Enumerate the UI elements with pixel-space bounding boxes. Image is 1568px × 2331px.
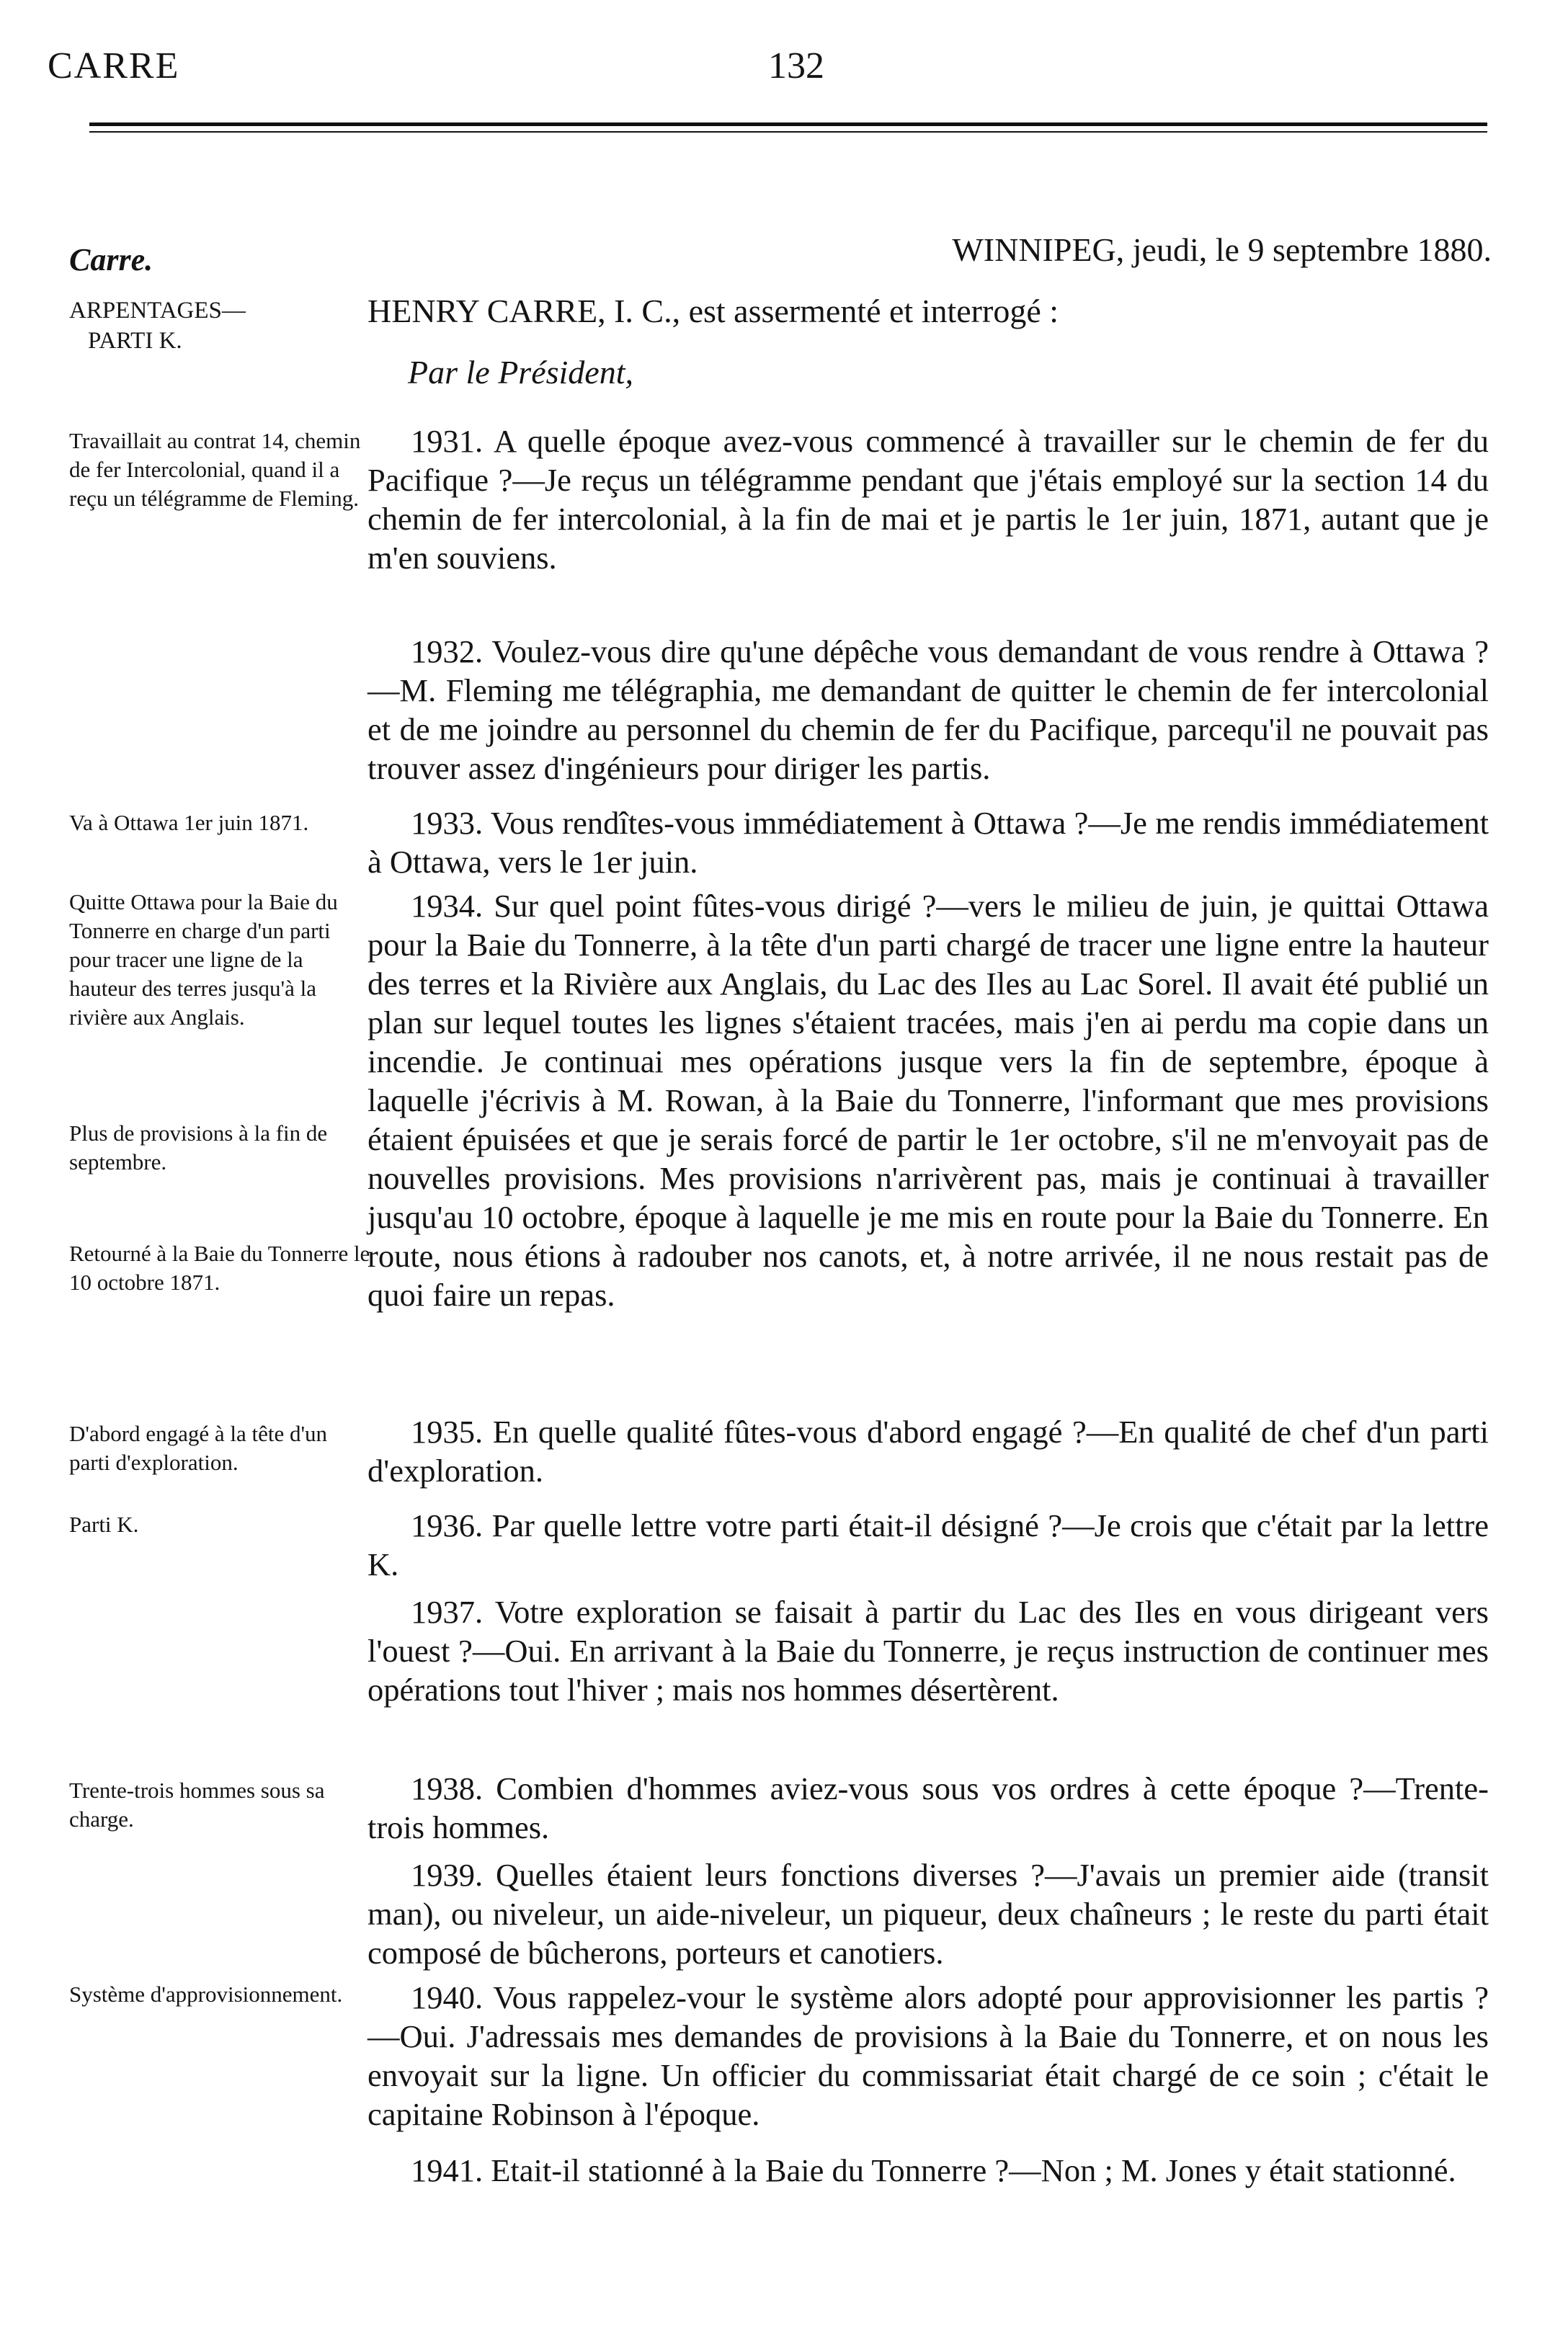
question-1934: 1934. Sur quel point fûtes-vous dirigé ?—vers le milieu de juin, je quittai Ottawa pour la Baie du Tonnerre, à la tête d'un parti chargé de tracer une ligne entre la hauteur des terres et la Rivière aux Anglais, du Lac des Iles au Lac Sorel. Il avait été publié un plan sur lequel toutes les lignes s'étaient tracées, mais j'en ai perdu ma copie dans un incendie. Je continuai mes opérations jusque vers la fin de septembre, époque à laquelle j'écrivis à M. Rowan, à la Baie du Tonnerre, l'informant que mes provisions étaient épuisées et que je serais forcé de partir le 1er octobre, s'il ne m'envoyait pas de nouvelles provisions. Mes provisions n'arrivèrent pas, mais je continuai à travailler jusqu'au 10 octobre, époque à laquelle je me mis en route pour la Baie du Tonnerre. En route, nous étions à radouber nos canots, et, à notre arrivée, il ne nous restait pas de quoi faire un repas. xyxy=(368,888,1489,1313)
margin-note: Parti K. xyxy=(69,1512,139,1537)
dateline-text: , jeudi, le 9 septembre 1880. xyxy=(1115,231,1492,268)
header-rule-thick xyxy=(89,122,1487,126)
margin-note: Plus de provisions à la fin de septembre. xyxy=(69,1120,328,1175)
question-1937: 1937. Votre exploration se faisait à partir du Lac des Iles en vous dirigeant vers l'ouest ?—Oui. En arrivant à la Baie du Tonnerre, je reçus instruction de continuer mes opérations tout l'hiver ; mais nos hommes désertèrent. xyxy=(368,1594,1489,1708)
question-1938: 1938. Combien d'hommes aviez-vous sous vos ordres à cette époque ?—Trente-trois hommes. xyxy=(368,1770,1489,1845)
margin-note: Quitte Ottawa pour la Baie du Tonnerre en charge d'un parti pour tracer une ligne de la hauteur des terres jusqu'à la rivière aux Anglais. xyxy=(69,889,338,1030)
page-number: 132 xyxy=(768,45,824,86)
question-1940: 1940. Vous rappelez-vour le système alors adopté pour approvisionner les partis ?—Oui. J'adressais mes demandes de provisions à la Baie du Tonnerre, et on nous les envoyait sur la ligne. Un officier du commissariat était chargé de ce soin ; c'était le capitaine Robinson à l'époque. xyxy=(368,1979,1489,2132)
margin-note: Va à Ottawa 1er juin 1871. xyxy=(69,810,309,835)
running-head-name: CARRE xyxy=(48,45,180,86)
section-heading-line1: ARPENTAGES— xyxy=(69,298,246,324)
section-heading xyxy=(69,295,246,356)
section-heading-line2: PARTI K. xyxy=(88,328,182,354)
question-1936: 1936. Par quelle lettre votre parti était-il désigné ?—Je crois que c'était par la lettre K. xyxy=(368,1507,1489,1582)
margin-note: Travaillait au contrat 14, chemin de fer Intercolonial, quand il a reçu un télégramme de Fleming. xyxy=(69,428,361,511)
running-head xyxy=(48,45,1510,102)
question-1941: 1941. Etait-il stationné à la Baie du Tonnerre ?—Non ; M. Jones y était stationné. xyxy=(411,2152,1456,2188)
dateline-city: WINNIPEG xyxy=(952,231,1116,268)
header-rule-thin xyxy=(89,131,1487,133)
dateline xyxy=(843,231,1492,269)
sworn-text: , I. C., est assermenté et interrogé : xyxy=(597,293,1059,329)
examiner-heading: Par le Président, xyxy=(408,354,633,391)
question-1932: 1932. Voulez-vous dire qu'une dépêche vous demandant de vous rendre à Ottawa ?—M. Fleming me télégraphia, me demandant de quitter le chemin de fer intercolonial et de me joindre au personnel du chemin de fer du Pacifique, parcequ'il ne pouvait pas trouver assez d'ingénieurs pour diriger les partis. xyxy=(368,633,1489,786)
question-1933: 1933. Vous rendîtes-vous immédiatement à Ottawa ?—Je me rendis immédiatement à Ottawa, vers le 1er juin. xyxy=(368,805,1489,880)
witness-name: HENRY CARRE xyxy=(368,293,598,329)
question-1931: 1931. A quelle époque avez-vous commencé à travailler sur le chemin de fer du Pacifique ?—Je reçus un télégramme pendant que j'étais employé sur la section 14 du chemin de fer intercolonial, à la fin de mai et je partis le 1er juin, 1871, autant que je m'en souviens. xyxy=(368,423,1489,576)
witness-label: Carre. xyxy=(69,242,153,277)
margin-note: Trente-trois hommes sous sa charge. xyxy=(69,1778,325,1832)
question-1935: 1935. En quelle qualité fûtes-vous d'abord engagé ?—En qualité de chef d'un parti d'exploration. xyxy=(368,1414,1489,1489)
sworn-statement xyxy=(368,292,1059,330)
margin-note: Retourné à la Baie du Tonnerre le 10 octobre 1871. xyxy=(69,1241,370,1295)
margin-note: D'abord engagé à la tête d'un parti d'exploration. xyxy=(69,1421,328,1475)
question-1939: 1939. Quelles étaient leurs fonctions diverses ?—J'avais un premier aide (transit man), ou niveleur, un aide-niveleur, un piqueur, deux chaîneurs ; le reste du parti était composé de bûcherons, porteurs et canotiers. xyxy=(368,1857,1489,1971)
margin-note: Système d'approvisionnement. xyxy=(69,1982,343,2007)
